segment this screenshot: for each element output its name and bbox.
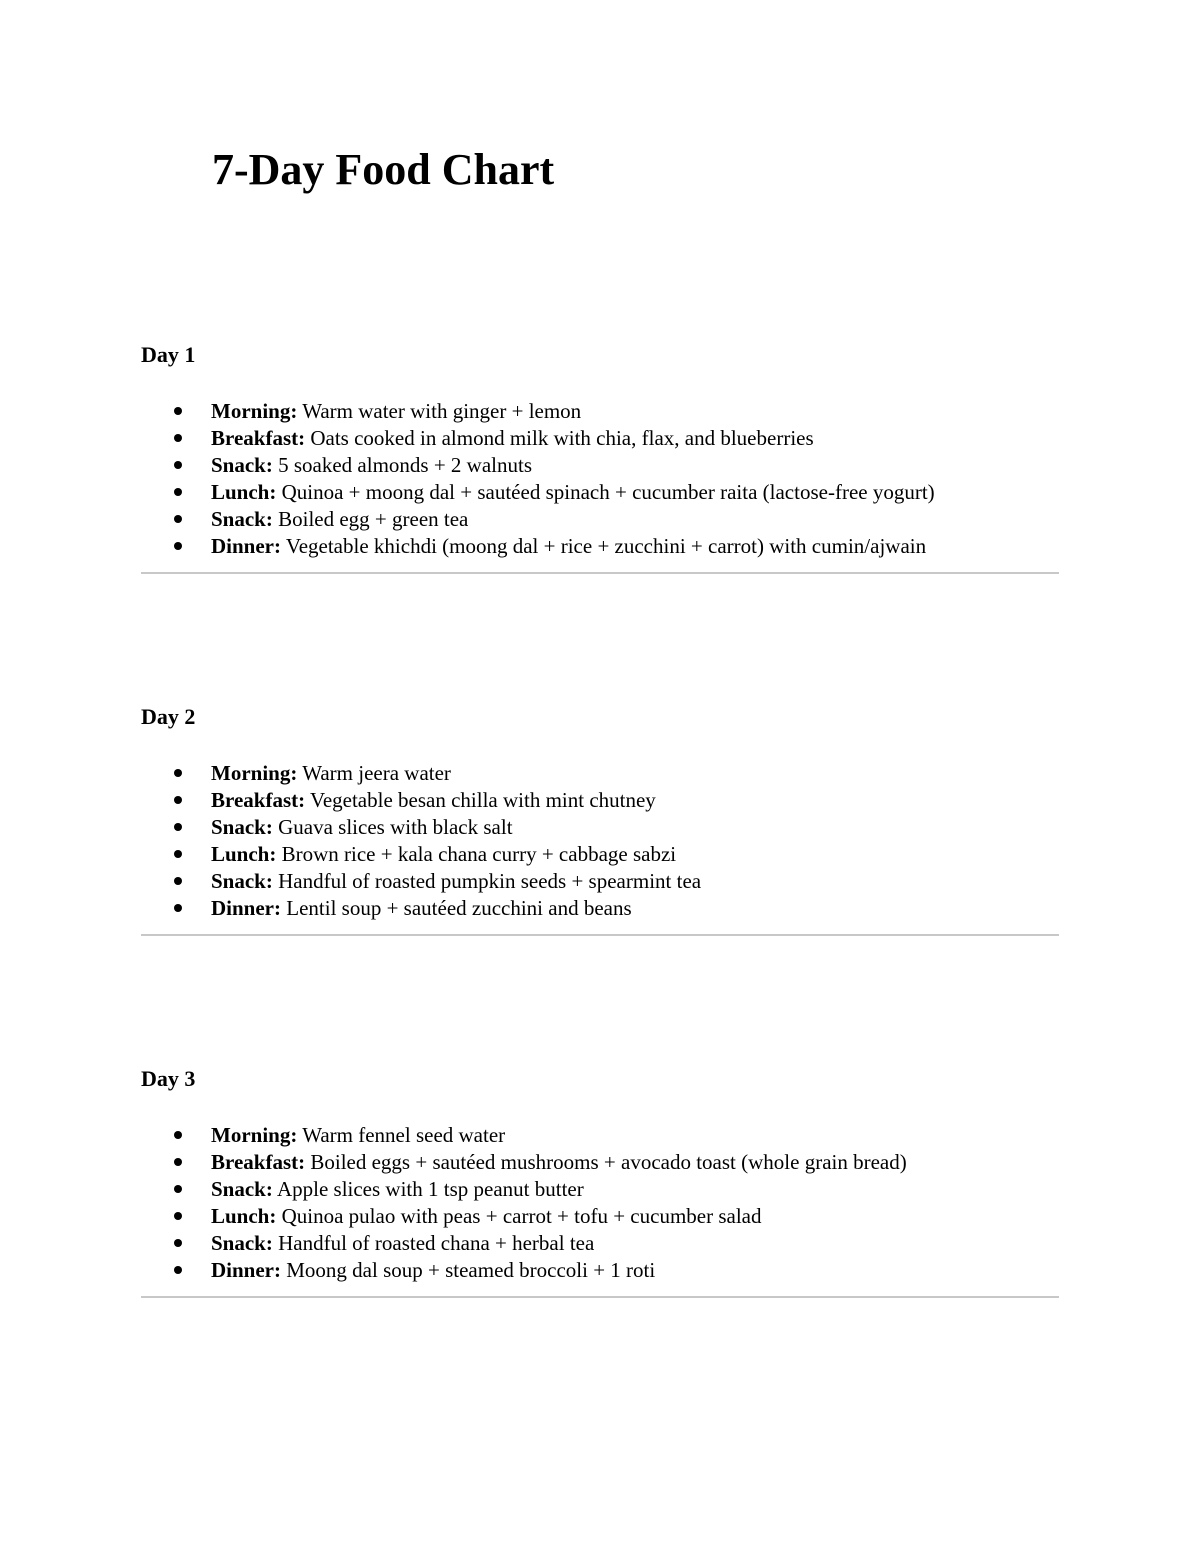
meal-text: 5 soaked almonds + 2 walnuts: [272, 453, 533, 477]
meal-text: Boiled egg + green tea: [272, 507, 469, 531]
meal-text: Lentil soup + sautéed zucchini and beans: [281, 896, 632, 920]
meal-text: Vegetable khichdi (moong dal + rice + zucchini + carrot) with cumin/ajwain: [281, 534, 927, 558]
bullet-icon: [174, 488, 182, 496]
meal-text: Quinoa + moong dal + sautéed spinach + cucumber raita (lactose-free yogurt): [276, 480, 935, 504]
meal-text: Quinoa pulao with peas + carrot + tofu + cucumber salad: [276, 1204, 762, 1228]
day-heading: Day 1: [141, 342, 196, 367]
meal-item-dinner: [141, 895, 1059, 922]
meal-item-dinner: [141, 533, 1059, 560]
meal-text: Warm jeera water: [297, 761, 451, 785]
meal-item-snack: [141, 1230, 1059, 1257]
bullet-icon: [174, 407, 182, 415]
meal-label: Snack:: [211, 869, 273, 893]
meal-label: Lunch:: [211, 1204, 277, 1228]
bullet-icon: [174, 1239, 182, 1247]
meal-label: Snack:: [211, 1231, 273, 1255]
meal-text: Vegetable besan chilla with mint chutney: [305, 788, 656, 812]
meal-label: Snack:: [211, 1177, 273, 1201]
meal-list: [141, 760, 1059, 922]
bullet-icon: [174, 1185, 182, 1193]
meal-item-breakfast: [141, 1149, 1059, 1176]
meal-text: Oats cooked in almond milk with chia, flax, and blueberries: [305, 426, 814, 450]
meal-label: Morning:: [211, 761, 298, 785]
meal-item-morning: [141, 398, 1059, 425]
meal-label: Breakfast:: [211, 426, 306, 450]
meal-label: Lunch:: [211, 842, 277, 866]
page-title: 7-Day Food Chart: [212, 145, 555, 194]
meal-text: Warm fennel seed water: [297, 1123, 506, 1147]
meal-label: Morning:: [211, 399, 298, 423]
meal-item-snack: [141, 1176, 1059, 1203]
meal-label: Dinner:: [211, 534, 281, 558]
meal-label: Snack:: [211, 453, 273, 477]
bullet-icon: [174, 434, 182, 442]
day-heading: Day 3: [141, 1066, 196, 1091]
meal-text: Brown rice + kala chana curry + cabbage sabzi: [276, 842, 677, 866]
meal-item-dinner: [141, 1257, 1059, 1284]
meal-text: Guava slices with black salt: [272, 815, 513, 839]
bullet-icon: [174, 796, 182, 804]
meal-list: [141, 398, 1059, 560]
meal-item-morning: [141, 1122, 1059, 1149]
meal-text: Boiled eggs + sautéed mushrooms + avocado toast (whole grain bread): [305, 1150, 907, 1174]
meal-text: Moong dal soup + steamed broccoli + 1 roti: [281, 1258, 656, 1282]
bullet-icon: [174, 850, 182, 858]
meal-label: Lunch:: [211, 480, 277, 504]
meal-item-breakfast: [141, 787, 1059, 814]
meal-list: [141, 1122, 1059, 1284]
bullet-icon: [174, 823, 182, 831]
bullet-icon: [174, 877, 182, 885]
meal-item-lunch: [141, 841, 1059, 868]
meal-label: Dinner:: [211, 896, 281, 920]
bullet-icon: [174, 1158, 182, 1166]
section-divider: [141, 572, 1059, 574]
day-section-1: [141, 340, 1059, 574]
bullet-icon: [174, 904, 182, 912]
meal-label: Breakfast:: [211, 1150, 306, 1174]
meal-label: Dinner:: [211, 1258, 281, 1282]
bullet-icon: [174, 461, 182, 469]
meal-item-snack: [141, 452, 1059, 479]
meal-item-lunch: [141, 1203, 1059, 1230]
bullet-icon: [174, 515, 182, 523]
bullet-icon: [174, 1266, 182, 1274]
section-divider: [141, 934, 1059, 936]
bullet-icon: [174, 769, 182, 777]
section-divider: [141, 1296, 1059, 1298]
meal-item-lunch: [141, 479, 1059, 506]
meal-label: Snack:: [211, 507, 273, 531]
day-section-2: [141, 702, 1059, 936]
meal-label: Breakfast:: [211, 788, 306, 812]
day-section-3: [141, 1064, 1059, 1298]
meal-label: Morning:: [211, 1123, 298, 1147]
meal-text: Handful of roasted chana + herbal tea: [272, 1231, 595, 1255]
meal-text: Apple slices with 1 tsp peanut butter: [272, 1177, 584, 1201]
meal-label: Snack:: [211, 815, 273, 839]
meal-item-breakfast: [141, 425, 1059, 452]
meal-item-snack: [141, 814, 1059, 841]
meal-item-morning: [141, 760, 1059, 787]
bullet-icon: [174, 1131, 182, 1139]
meal-item-snack: [141, 868, 1059, 895]
meal-text: Warm water with ginger + lemon: [297, 399, 582, 423]
bullet-icon: [174, 542, 182, 550]
bullet-icon: [174, 1212, 182, 1220]
meal-item-snack: [141, 506, 1059, 533]
meal-text: Handful of roasted pumpkin seeds + spearmint tea: [272, 869, 702, 893]
day-heading: Day 2: [141, 704, 196, 729]
